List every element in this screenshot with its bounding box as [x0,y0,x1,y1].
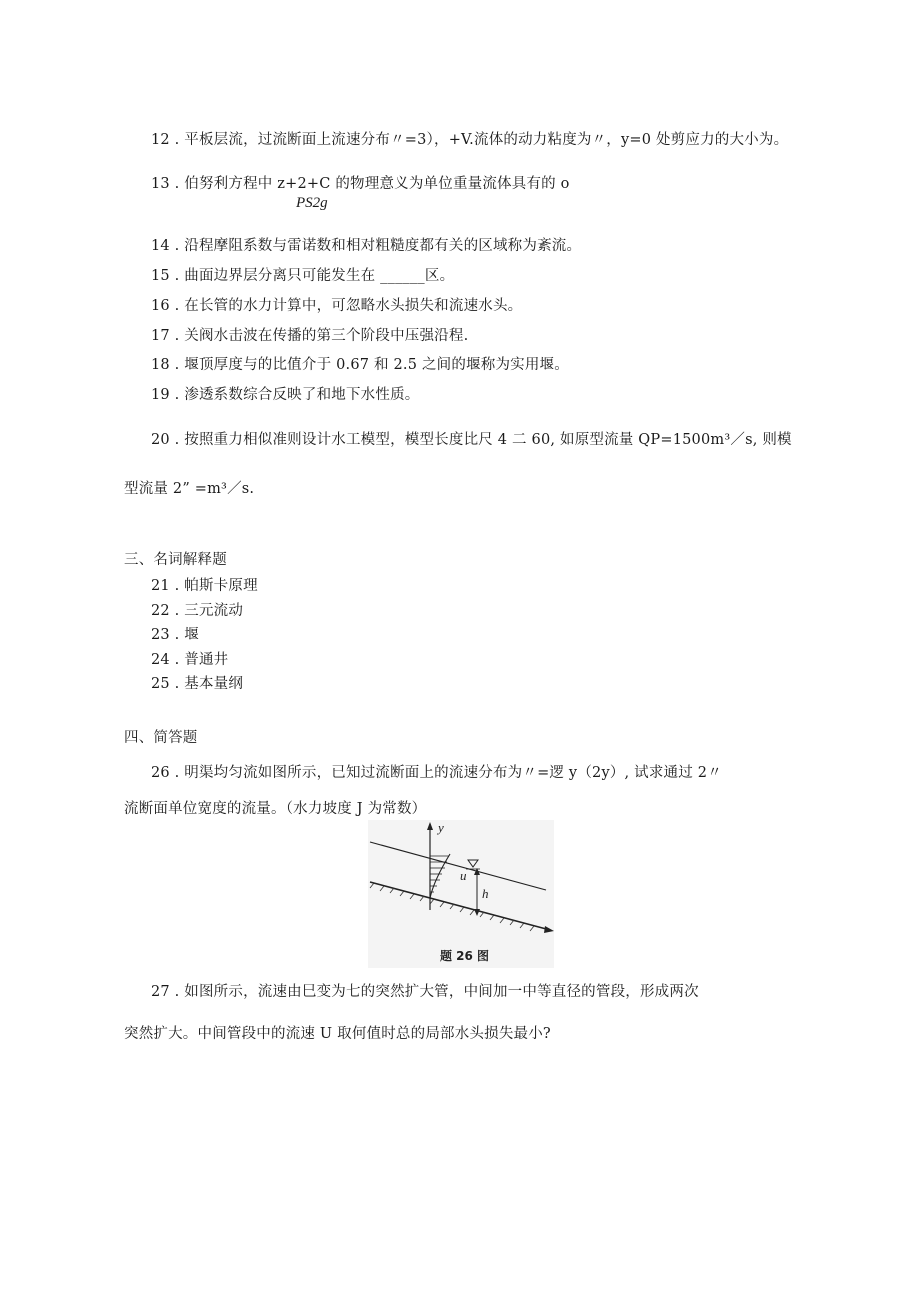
question-13-formula: PS2g [296,195,328,211]
question-22: 22 . 三元流动 [151,603,244,619]
question-26-line-1: 26 . 明渠均匀流如图所示，已知过流断面上的流速分布为〃=逻 y（2y）, 试求通过 2〃 [151,765,722,781]
question-26-line-2: 流断面单位宽度的流量。（水力坡度 J 为常数） [124,801,427,817]
figure-caption: 题 26 图 [440,949,490,963]
x-axis-arrow [544,926,554,933]
channel-bed-line [370,882,550,930]
question-27-line-1: 27 . 如图所示，流速由巳变为七的突然扩大管，中间加一中等直径的管段，形成两次 [151,984,699,1000]
question-18: 18 . 堰顶厚度与的比值介于 0.67 和 2.5 之间的堰称为实用堰。 [151,357,569,373]
question-16: 16 . 在长管的水力计算中，可忽略水头损失和流速水头。 [151,298,523,314]
question-27-line-2: 突然扩大。中间管段中的流速 U 取何值时总的局部水头损失最小? [124,1026,551,1042]
question-19: 19 . 渗透系数综合反映了和地下水性质。 [151,387,420,403]
question-15: 15 . 曲面边界层分离只可能发生在 ______区。 [151,268,455,284]
free-surface-line [370,842,546,890]
figure-26 [368,820,554,968]
depth-label: h [482,886,489,901]
velocity-label: u [460,868,467,883]
question-17: 17 . 关阀水击波在传播的第三个阶段中压强沿程. [151,328,469,344]
question-23: 23 . 堰 [151,627,199,643]
question-25: 25 . 基本量纲 [151,676,244,692]
question-21: 21 . 帕斯卡原理 [151,578,258,594]
question-20-line-1: 20 . 按照重力相似准则设计水工模型，模型长度比尺 4 二 60, 如原型流量 QP=1500m³／s, 则模 [151,432,792,448]
question-12: 12 . 平板层流，过流断面上流速分布〃=3），+V.流体的动力粘度为〃，y=0 处剪应力的大小为。 [151,132,789,148]
water-surface-symbol [468,860,478,867]
y-axis-arrow [427,822,433,830]
question-24: 24 . 普通井 [151,652,229,668]
open-channel-diagram [368,820,554,968]
section-4-heading: 四、简答题 [124,730,198,746]
y-axis-label: y [438,820,444,835]
section-3-heading: 三、名词解释题 [124,552,227,568]
question-20-line-2: 型流量 2” =m³／s. [124,481,255,497]
question-14: 14 . 沿程摩阻系数与雷诺数和相对粗糙度都有关的区域称为紊流。 [151,238,582,254]
question-13: 13 . 伯努利方程中 z+2+C 的物理意义为单位重量流体具有的 o [151,176,570,192]
bed-hatching [370,883,534,931]
